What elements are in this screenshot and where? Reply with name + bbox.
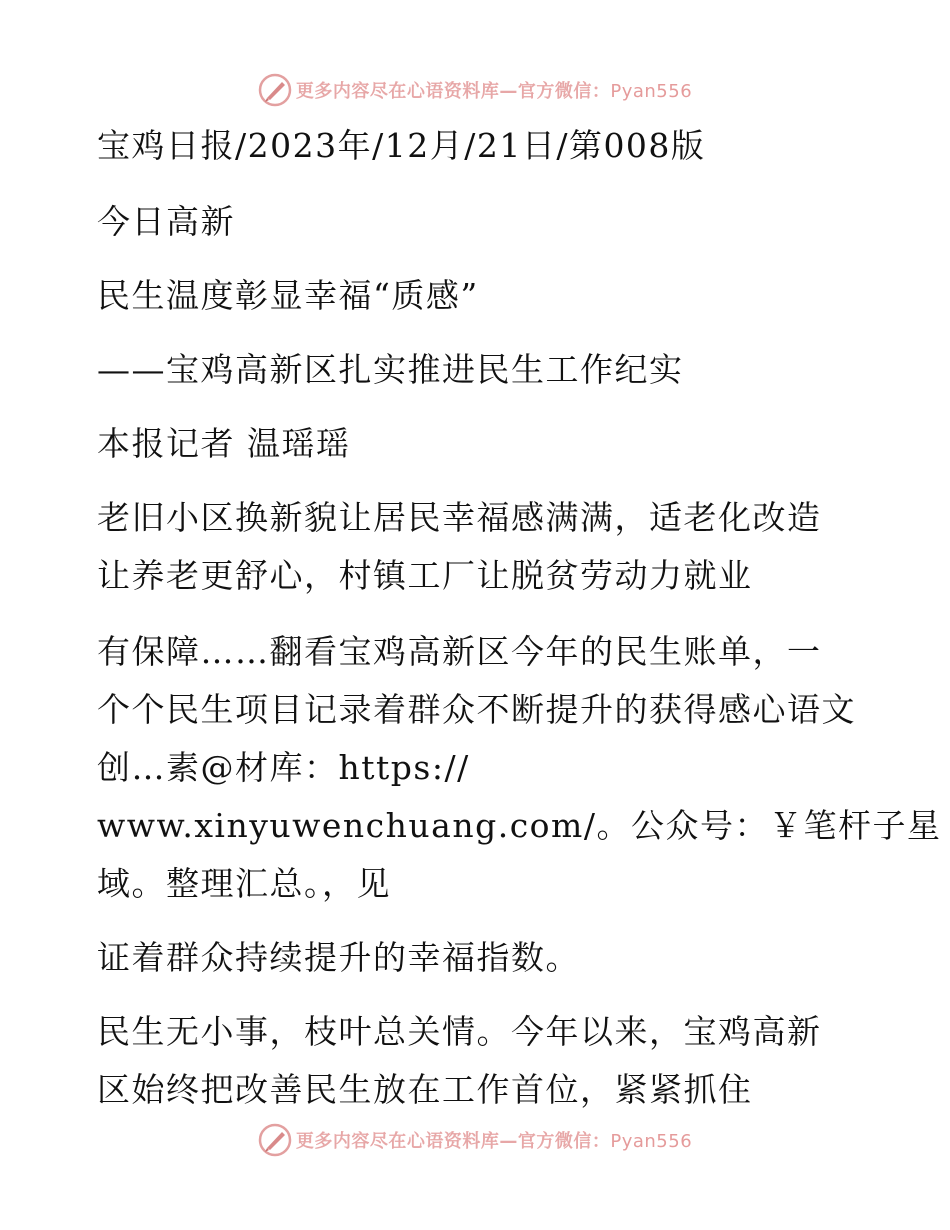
byline: 本报记者 温瑶瑶	[97, 424, 351, 463]
body-line: 让养老更舒心，村镇工厂让脱贫劳动力就业	[97, 556, 753, 595]
watermark-footer	[0, 1120, 950, 1160]
section-name: 今日高新	[97, 202, 235, 241]
publication-line: 宝鸡日报/2023年/12月/21日/第008版	[97, 126, 706, 165]
body-line: 个个民生项目记录着群众不断提升的获得感心语文	[97, 690, 856, 729]
watermark-text: 更多内容尽在心语资料库—官方微信：Pyan556	[295, 1131, 693, 1152]
body-line: 证着群众持续提升的幸福指数。	[97, 938, 580, 977]
watermark-account: Pyan556	[610, 81, 693, 102]
article-title: 民生温度彰显幸福“质感”	[97, 276, 479, 315]
article-subtitle: ——宝鸡高新区扎实推进民生工作纪实	[97, 350, 684, 389]
body-line: 区始终把改善民生放在工作首位，紧紧抓住	[97, 1070, 753, 1109]
body-line: 有保障……翻看宝鸡高新区今年的民生账单，一	[97, 632, 822, 671]
body-line: www.xinyuwenchuang.com/。公众号：￥笔杆子星	[97, 806, 942, 845]
watermark-account: Pyan556	[610, 1131, 693, 1152]
body-line: 老旧小区换新貌让居民幸福感满满，适老化改造	[97, 498, 822, 537]
quill-logo-icon	[258, 1123, 292, 1157]
body-line: 域。整理汇总。，见	[97, 864, 391, 903]
body-line: 创…素@材库：https://	[97, 748, 470, 787]
body-line: 民生无小事，枝叶总关情。今年以来，宝鸡高新	[97, 1012, 822, 1051]
watermark-text: 更多内容尽在心语资料库—官方微信：Pyan556	[295, 81, 693, 102]
